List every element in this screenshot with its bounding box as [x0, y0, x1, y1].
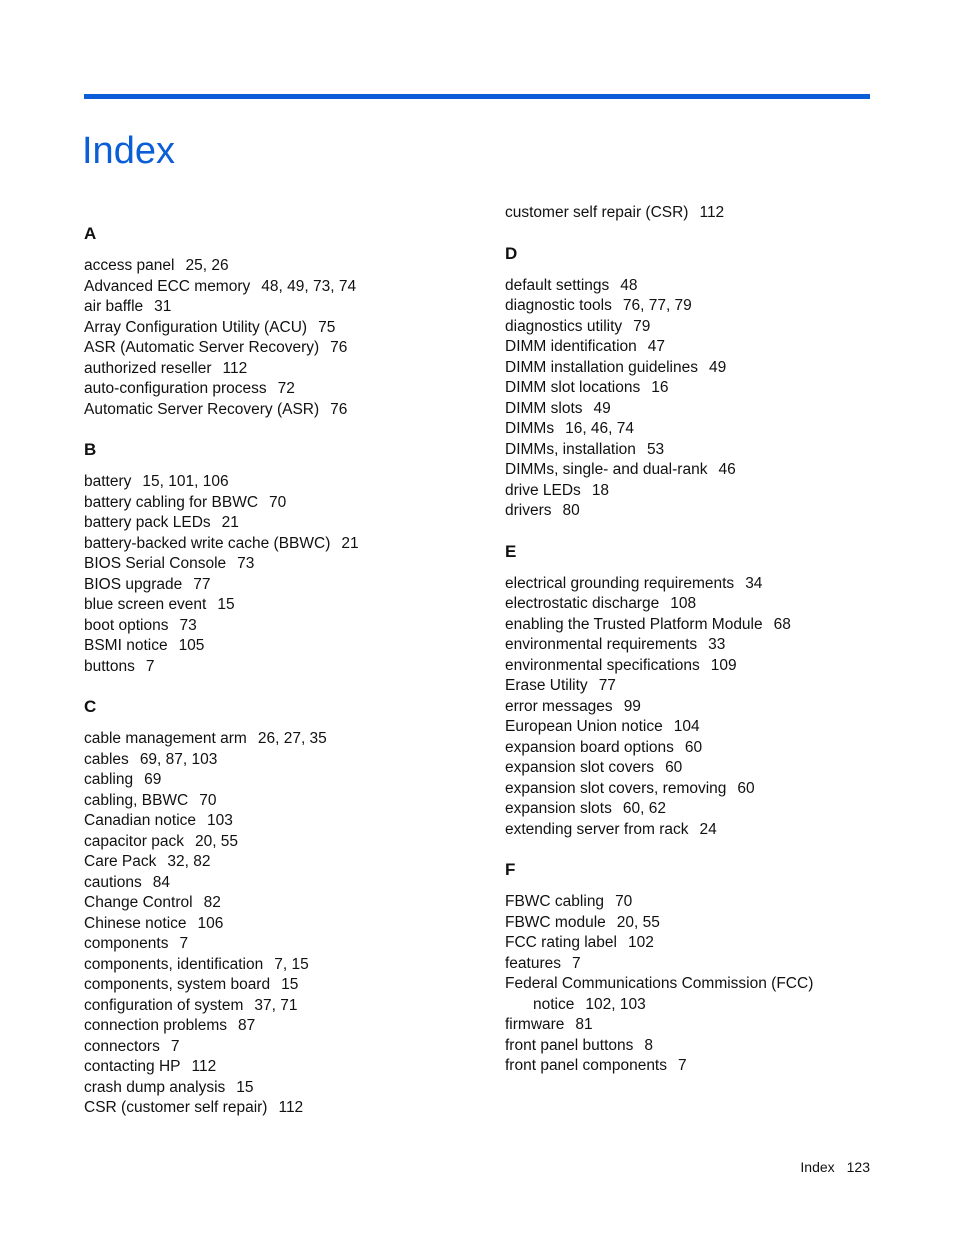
index-pages: 26, 27, 35: [257, 730, 327, 747]
index-term: auto-configuration process: [84, 380, 267, 397]
index-entry: [84, 770, 504, 791]
index-pages: 60: [684, 738, 703, 756]
index-pages: 48, 49, 73, 74: [261, 277, 357, 295]
index-pages: 53: [646, 440, 665, 458]
index-pages: 81: [575, 1016, 593, 1033]
index-term: enabling the Trusted Platform Module: [505, 615, 763, 633]
index-term: environmental specifications: [505, 656, 700, 674]
index-entry: [505, 378, 925, 399]
index-term: DIMM slots: [505, 399, 583, 417]
index-term: electrical grounding requirements: [505, 574, 735, 592]
index-entry: [84, 955, 504, 976]
index-section-e: [505, 540, 925, 841]
index-pages: 72: [277, 380, 295, 397]
index-term: FBWC module: [505, 913, 606, 931]
index-term: electrostatic discharge: [505, 595, 660, 612]
index-pages: 60: [737, 779, 755, 797]
index-entry: [505, 697, 925, 718]
index-entry: [505, 419, 925, 440]
index-pages: 32, 82: [167, 853, 211, 870]
index-pages: 70: [269, 493, 287, 511]
index-term: BSMI notice: [84, 637, 168, 654]
index-entry: [84, 975, 504, 996]
index-section-d: [505, 242, 925, 522]
index-term: capacitor pack: [84, 832, 184, 850]
index-entry: [84, 256, 504, 277]
index-term: default settings: [505, 276, 610, 294]
index-entry: [505, 203, 925, 224]
index-term: blue screen event: [84, 596, 207, 613]
index-entry: [505, 974, 925, 995]
title-rule: [84, 94, 870, 99]
index-term: battery-backed write cache (BBWC): [84, 534, 331, 552]
index-entry: [505, 594, 925, 615]
index-section-f: [505, 858, 925, 1077]
index-entry: [84, 554, 504, 575]
index-term: components, identification: [84, 955, 264, 973]
index-pages: 77: [598, 677, 616, 694]
index-term: environmental requirements: [505, 636, 698, 653]
index-entry: [84, 575, 504, 596]
index-entry: [505, 1056, 925, 1077]
index-term: expansion slot covers, removing: [505, 779, 727, 797]
index-pages: 109: [710, 656, 737, 674]
index-term: European Union notice: [505, 718, 663, 735]
index-pages: 7: [145, 657, 155, 675]
index-entry: [84, 534, 504, 555]
index-term: DIMM identification: [505, 338, 637, 355]
index-entry: [84, 791, 504, 812]
index-entry: [505, 501, 925, 522]
index-pages: 68: [773, 615, 791, 633]
index-term: cabling: [84, 771, 134, 788]
index-pages: 24: [699, 820, 717, 838]
index-entry: [505, 717, 925, 738]
index-pages: 18: [591, 481, 610, 499]
section-letter: E: [505, 541, 517, 561]
index-entry: [84, 493, 504, 514]
index-term: DIMMs, installation: [505, 440, 636, 458]
index-term: Canadian notice: [84, 812, 197, 829]
index-entry: [505, 892, 925, 913]
index-entry: [84, 636, 504, 657]
index-term: DIMM slot locations: [505, 379, 641, 396]
index-entry: [84, 595, 504, 616]
index-pages: 60, 62: [622, 800, 666, 817]
index-pages: 105: [178, 637, 205, 654]
index-pages: 7: [179, 935, 189, 952]
index-section-a: [84, 222, 504, 420]
index-term: drivers: [505, 502, 552, 519]
index-pages: 37, 71: [254, 996, 298, 1014]
index-pages: 49: [593, 399, 611, 417]
index-pages: 31: [154, 298, 172, 315]
index-entry: [505, 995, 925, 1016]
section-letter: C: [84, 697, 97, 716]
index-pages: 76: [330, 400, 348, 418]
index-entry: [84, 400, 504, 421]
index-term: connection problems: [84, 1017, 228, 1034]
index-entry: [505, 738, 925, 759]
index-column-left: [84, 222, 504, 1119]
page-footer: [800, 1158, 870, 1176]
index-entry: [505, 337, 925, 358]
index-entry: [505, 481, 925, 502]
index-pages: 79: [633, 317, 651, 335]
index-entry: [505, 296, 925, 317]
index-term: Change Control: [84, 894, 193, 911]
index-entry: [505, 799, 925, 820]
index-entry: [84, 1057, 504, 1078]
index-term: authorized reseller: [84, 359, 212, 377]
index-pages: 7: [572, 954, 581, 972]
index-term: buttons: [84, 657, 135, 675]
index-pages: 16, 46, 74: [565, 420, 635, 437]
index-entry: [84, 1098, 504, 1119]
index-entry: [84, 359, 504, 380]
index-pages: 15: [236, 1078, 254, 1096]
index-term: expansion slot covers: [505, 759, 655, 776]
footer-page-number: 123: [846, 1159, 870, 1175]
index-term: DIMMs, single- and dual-rank: [505, 461, 708, 478]
index-pages: 49: [708, 358, 727, 376]
index-pages: 104: [673, 718, 700, 735]
index-term: expansion board options: [505, 738, 674, 756]
index-term: components, system board: [84, 976, 271, 993]
index-entry: [505, 656, 925, 677]
index-term: CSR (customer self repair): [84, 1099, 268, 1116]
index-entry: [505, 460, 925, 481]
index-term: extending server from rack: [505, 820, 689, 838]
index-pages: 103: [207, 812, 233, 829]
index-entry: [84, 616, 504, 637]
index-entry: [505, 1015, 925, 1036]
index-entry: [84, 297, 504, 318]
index-entry: [84, 379, 504, 400]
index-entry: [505, 1036, 925, 1057]
index-term: drive LEDs: [505, 481, 581, 499]
index-term: Erase Utility: [505, 677, 588, 694]
index-term: cables: [84, 750, 129, 768]
index-pages: 69, 87, 103: [139, 750, 218, 768]
index-pages: 73: [237, 555, 255, 572]
index-pages: 102, 103: [585, 995, 646, 1013]
index-entry: [505, 820, 925, 841]
index-entry: [84, 873, 504, 894]
index-pages: 16: [651, 379, 669, 396]
index-term: configuration of system: [84, 996, 244, 1014]
index-entry: [84, 914, 504, 935]
index-entry: [84, 1016, 504, 1037]
index-entry: [505, 440, 925, 461]
index-pages: 15, 101, 106: [142, 473, 229, 490]
index-entry: [84, 750, 504, 771]
index-pages: 7, 15: [274, 955, 309, 973]
index-pages: 48: [620, 276, 638, 294]
index-pages: 46: [718, 461, 736, 478]
index-term: contacting HP: [84, 1058, 181, 1075]
index-entry: [505, 317, 925, 338]
index-term: DIMMs: [505, 420, 555, 437]
index-term: BIOS Serial Console: [84, 555, 227, 572]
index-section-c: [84, 695, 504, 1119]
section-letter: B: [84, 440, 97, 459]
index-pages: 73: [179, 616, 197, 634]
index-entry: [84, 852, 504, 873]
index-term: access panel: [84, 257, 175, 274]
index-term: Chinese notice: [84, 914, 187, 932]
index-entry: [84, 338, 504, 359]
index-entry: [505, 276, 925, 297]
index-term: diagnostic tools: [505, 297, 612, 314]
index-pages: 8: [644, 1036, 654, 1054]
index-pages: 82: [203, 894, 221, 911]
index-term: BIOS upgrade: [84, 575, 183, 593]
index-pages: 87: [238, 1017, 256, 1034]
index-pages: 69: [144, 771, 162, 788]
index-term: front panel buttons: [505, 1036, 634, 1054]
index-pages: 7: [678, 1057, 687, 1074]
index-pages: 20, 55: [616, 913, 660, 931]
index-term: DIMM installation guidelines: [505, 358, 698, 376]
index-pages: 112: [278, 1099, 304, 1116]
index-entry: [505, 676, 925, 697]
index-pages: 106: [197, 914, 224, 932]
index-term: battery cabling for BBWC: [84, 493, 259, 511]
index-term: Federal Communications Commission (FCC): [505, 975, 814, 992]
index-pages: 47: [647, 338, 666, 355]
index-entry: [505, 913, 925, 934]
index-term: firmware: [505, 1016, 565, 1033]
index-pages: 60: [665, 759, 683, 776]
index-pages: 7: [170, 1037, 180, 1055]
index-pages: 77: [193, 575, 211, 593]
footer-label: Index: [800, 1159, 835, 1175]
index-pages: 15: [217, 596, 235, 613]
index-entry: [505, 779, 925, 800]
index-term: front panel components: [505, 1057, 667, 1074]
index-pages: 70: [199, 791, 217, 809]
index-entry: [505, 399, 925, 420]
index-entry: [505, 358, 925, 379]
index-entry: [84, 729, 504, 750]
index-pages: 112: [222, 359, 248, 377]
index-entry: [84, 832, 504, 853]
index-entry: [505, 615, 925, 636]
index-term: Array Configuration Utility (ACU): [84, 318, 308, 336]
index-term: expansion slots: [505, 800, 612, 817]
index-entry: [84, 472, 504, 493]
index-pages: 112: [191, 1058, 217, 1075]
index-pages: 108: [670, 595, 697, 612]
index-pages: 20, 55: [194, 832, 239, 850]
index-term: cabling, BBWC: [84, 791, 189, 809]
index-term: cautions: [84, 873, 142, 891]
index-term: ASR (Automatic Server Recovery): [84, 339, 320, 356]
section-letter: F: [505, 860, 516, 879]
page-title: Index: [82, 130, 175, 173]
index-entry: [84, 318, 504, 339]
index-entry: [84, 811, 504, 832]
index-term: Advanced ECC memory: [84, 277, 251, 295]
index-column-right: [505, 203, 925, 1077]
index-term: crash dump analysis: [84, 1078, 226, 1096]
index-pages: 84: [152, 873, 170, 891]
index-section-b: [84, 438, 504, 677]
index-term: air baffle: [84, 298, 144, 315]
index-entry: [505, 635, 925, 656]
index-term: connectors: [84, 1037, 160, 1055]
index-entry: [84, 277, 504, 298]
index-term: Automatic Server Recovery (ASR): [84, 400, 320, 418]
index-entry: [84, 996, 504, 1017]
index-pages: 75: [318, 318, 336, 336]
index-term: cable management arm: [84, 730, 247, 747]
index-entry: [505, 574, 925, 595]
index-entry: [505, 954, 925, 975]
index-term: FCC rating label: [505, 934, 617, 951]
index-term: notice: [533, 995, 575, 1013]
index-pages: 70: [615, 893, 633, 910]
index-entry: [84, 513, 504, 534]
index-pages: 25, 26: [185, 257, 229, 274]
index-entry: [505, 758, 925, 779]
index-term: customer self repair (CSR): [505, 204, 689, 221]
index-pages: 21: [341, 534, 359, 552]
index-entry: [505, 933, 925, 954]
index-pages: 34: [745, 574, 763, 592]
section-letter: D: [505, 243, 518, 263]
index-entry: [84, 934, 504, 955]
index-term: components: [84, 935, 169, 952]
index-term: features: [505, 954, 562, 972]
index-entry: [84, 893, 504, 914]
index-term: battery: [84, 473, 132, 490]
index-entry: [84, 1078, 504, 1099]
index-pages: 21: [221, 514, 239, 531]
index-term: Care Pack: [84, 853, 157, 870]
index-pages: 76, 77, 79: [622, 297, 692, 314]
index-pages: 33: [708, 636, 726, 653]
index-term: battery pack LEDs: [84, 514, 211, 531]
index-pages: 99: [623, 697, 641, 715]
section-letter: A: [84, 224, 97, 243]
index-pages: 15: [281, 976, 299, 993]
index-pages: 80: [562, 502, 580, 519]
index-pages: 102: [628, 934, 654, 951]
index-term: FBWC cabling: [505, 893, 605, 910]
index-entry: [84, 1037, 504, 1058]
index-entry: [84, 657, 504, 678]
index-pages: 112: [699, 204, 725, 221]
index-term: boot options: [84, 616, 169, 634]
index-term: error messages: [505, 697, 613, 715]
index-term: diagnostics utility: [505, 317, 623, 335]
index-pages: 76: [330, 339, 348, 356]
